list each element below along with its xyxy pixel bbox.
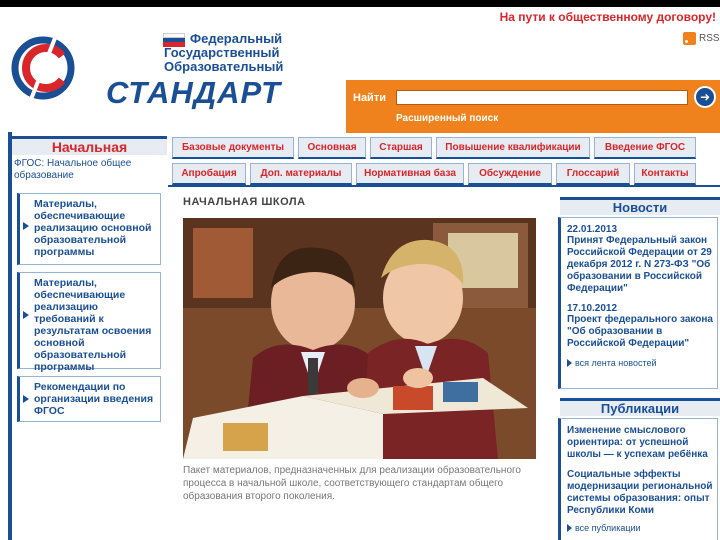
left-menu-item-materials-program[interactable]: Материалы, обеспечивающие реализацию основной образовательной программы <box>17 193 161 265</box>
news-date: 17.10.2012 <box>567 303 618 314</box>
search-input[interactable] <box>396 90 688 105</box>
news-item[interactable] <box>567 303 713 350</box>
tab-base-documents[interactable]: Базовые документы <box>172 137 294 159</box>
publication-item[interactable]: Социальные эффекты модернизации региональной системы образования: опыт Республики Коми <box>567 469 713 516</box>
search-bar <box>346 80 720 133</box>
left-frame <box>8 132 12 540</box>
tab-contacts[interactable]: Контакты <box>634 163 696 185</box>
org-line-1: Федеральный <box>190 31 283 46</box>
fgos-link[interactable]: ФГОС: Начальное общее образование <box>14 158 132 181</box>
search-submit-button[interactable] <box>694 86 716 108</box>
tab-qualification[interactable]: Повышение квалификации <box>436 137 590 159</box>
left-menu-item-materials-requirements[interactable]: Материалы, обеспечивающие реализацию требований к результатам освоения основной образовательной программы <box>17 272 161 369</box>
tagline: На пути к общественному договору! <box>499 10 716 24</box>
tab-glossary[interactable]: Глоссарий <box>556 163 630 185</box>
tabs <box>168 132 720 187</box>
tab-fgos-intro[interactable]: Введение ФГОС <box>594 137 696 159</box>
publications-panel <box>558 418 718 540</box>
tabs-divider <box>168 185 720 187</box>
section-title: Начальная <box>12 136 167 155</box>
logo-emblem[interactable] <box>10 34 76 106</box>
page <box>0 7 720 540</box>
all-publications-label: все публикации <box>575 523 641 533</box>
left-menu-item-recommendations[interactable]: Рекомендации по организации введения ФГОС <box>17 376 161 422</box>
arrow-right-icon: ➜ <box>699 90 711 104</box>
rss-icon <box>683 32 696 45</box>
advanced-search-link[interactable]: Расширенный поиск <box>396 113 499 124</box>
search-label: Найти <box>353 92 386 104</box>
all-news-link[interactable] <box>567 358 713 368</box>
org-line-3: Образовательный <box>164 59 284 74</box>
publication-item[interactable]: Изменение смыслового ориентира: от успешной школы — к успехам ребёнка <box>567 425 708 460</box>
tab-normative-base[interactable]: Нормативная база <box>356 163 464 185</box>
org-line-2: Государственный <box>164 45 280 60</box>
page-title: НАЧАЛЬНАЯ ШКОЛА <box>183 196 306 208</box>
tab-additional-materials[interactable]: Доп. материалы <box>250 163 352 185</box>
news-headline[interactable]: Принят Федеральный закон Российской Федерации от 29 декабря 2012 г. N 273-ФЗ "Об образовании в Российской Федерации" <box>567 235 712 294</box>
tab-approbation[interactable]: Апробация <box>172 163 246 185</box>
tab-main[interactable]: Основная <box>298 137 366 159</box>
main-photo <box>183 218 536 459</box>
news-item[interactable] <box>567 224 713 295</box>
brand-logo-text[interactable]: СТАНДАРТ <box>106 75 281 110</box>
publications-title: Публикации <box>560 398 720 416</box>
main-description: Пакет материалов, предназначенных для реализации образовательного процесса в начальной школе, соответствующего стандартам общего образования второго поколения. <box>183 465 521 502</box>
news-date: 22.01.2013 <box>567 224 618 235</box>
news-title: Новости <box>560 197 720 215</box>
news-panel <box>558 217 718 389</box>
news-headline[interactable]: Проект федерального закона "Об образовании в Российской Федерации" <box>567 314 713 349</box>
all-publications-link[interactable] <box>567 523 713 533</box>
tab-senior[interactable]: Старшая <box>370 137 432 159</box>
rss-label: RSS <box>699 33 720 44</box>
all-news-label: вся лента новостей <box>575 358 657 368</box>
tab-discussion[interactable]: Обсуждение <box>468 163 552 185</box>
rss-link[interactable] <box>683 32 720 45</box>
